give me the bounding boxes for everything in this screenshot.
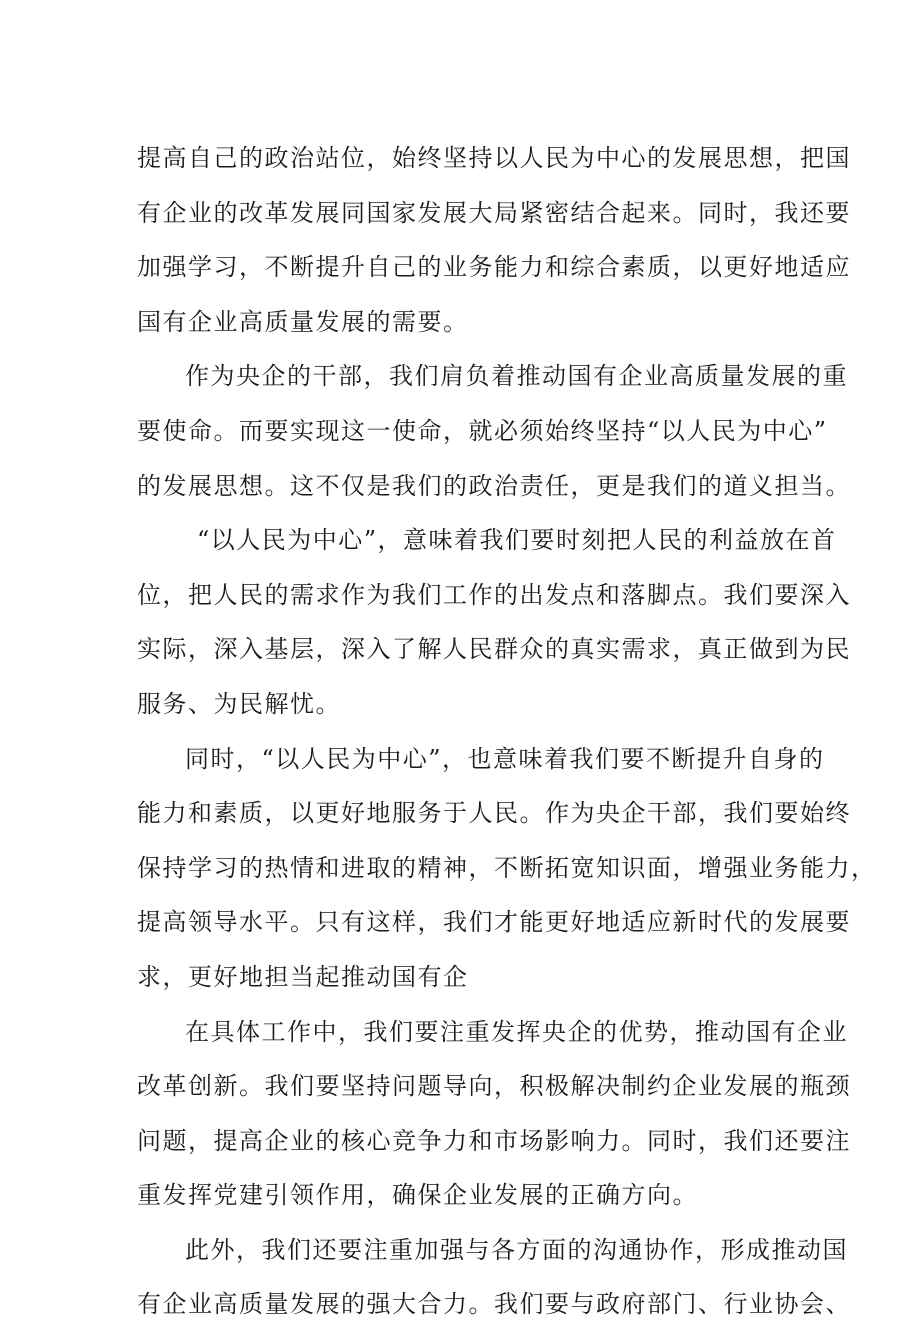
text-line: 提高自己的政治站位，始终坚持以人民为中心的发展思想，把国 [137, 144, 851, 172]
paragraph-start-line: “以人民为中心”，意味着我们要时刻把人民的利益放在首 [197, 526, 837, 555]
text-line: 能力和素质，以更好地服务于人民。作为央企干部，我们要始终 [137, 799, 851, 828]
text-line: 有企业的改革发展同国家发展大局紧密结合起来。同时，我还要 [137, 198, 851, 227]
text-line: 保持学习的热情和进取的精神，不断拓宽知识面，增强业务能力， [137, 853, 877, 882]
text-line: 提高领导水平。只有这样，我们才能更好地适应新时代的发展要 [137, 908, 851, 937]
text-line: 问题，提高企业的核心竞争力和市场影响力。同时，我们还要注 [137, 1126, 851, 1155]
text-line: 加强学习，不断提升自己的业务能力和综合素质，以更好地适应 [137, 253, 851, 282]
paragraph-start-line: 作为央企的干部，我们肩负着推动国有企业高质量发展的重 [185, 362, 848, 391]
paragraph-start-line: 此外，我们还要注重加强与各方面的沟通协作，形成推动国 [185, 1235, 848, 1264]
paragraph-start-line: 同时，“以人民为中心”，也意味着我们要不断提升自身的 [185, 744, 825, 773]
text-line: 服务、为民解忧。 [137, 689, 341, 718]
text-line: 求，更好地担当起推动国有企 [137, 962, 469, 991]
text-line: 重发挥党建引领作用，确保企业发展的正确方向。 [137, 1181, 698, 1210]
text-line: 实际，深入基层，深入了解人民群众的真实需求，真正做到为民 [137, 635, 851, 664]
text-line: 有企业高质量发展的强大合力。我们要与政府部门、行业协会、 [137, 1290, 851, 1319]
text-line: 的发展思想。这不仅是我们的政治责任，更是我们的道义担当。 [137, 471, 851, 500]
text-line: 改革创新。我们要坚持问题导向，积极解决制约企业发展的瓶颈 [137, 1072, 851, 1101]
text-line: 要使命。而要实现这一使命，就必须始终坚持“以人民为中心” [137, 416, 828, 445]
document-body [137, 131, 877, 1332]
text-line: 位，把人民的需求作为我们工作的出发点和落脚点。我们要深入 [137, 580, 851, 609]
paragraph-start-line: 在具体工作中，我们要注重发挥央企的优势，推动国有企业 [185, 1017, 848, 1046]
text-line: 国有企业高质量发展的需要。 [137, 307, 469, 336]
